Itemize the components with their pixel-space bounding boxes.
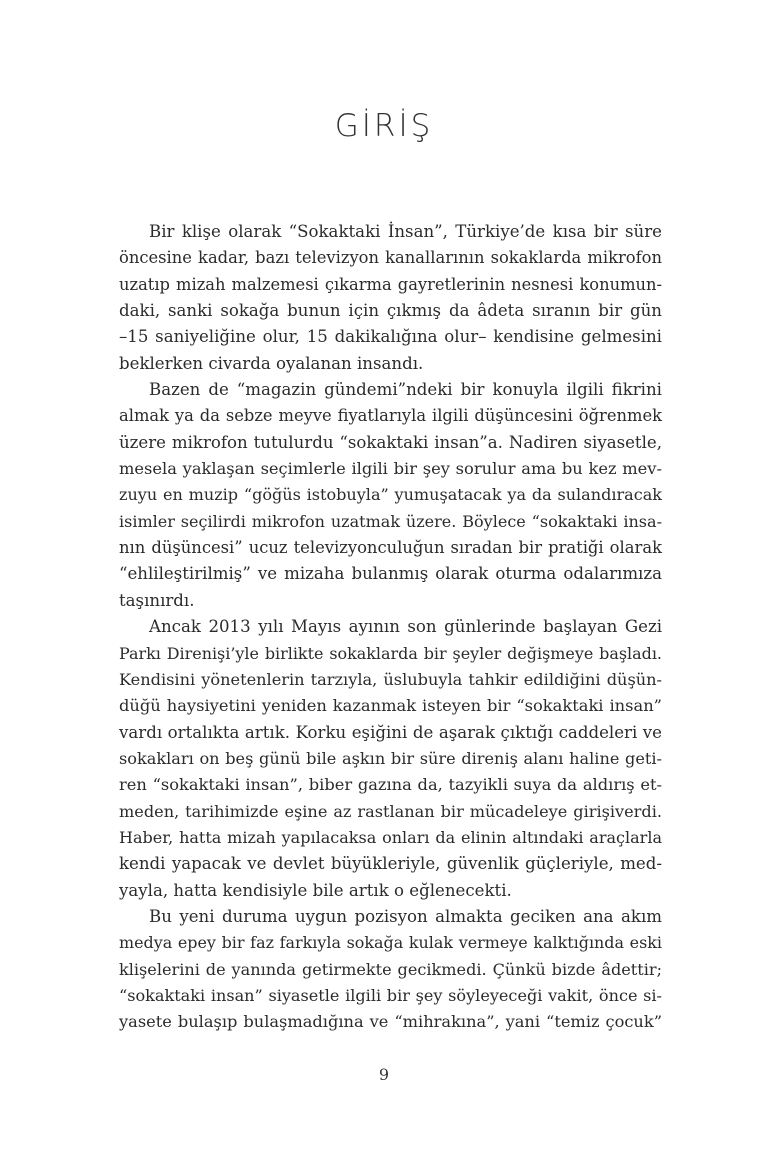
text-line: “ehlileştirilmiş” ve mizaha bulanmış olarak oturma odalarımıza xyxy=(119,564,662,584)
text-line: klişelerini de yanında getirmekte gecikmedi. Çünkü bizde âdettir; xyxy=(119,959,662,979)
text-line: Bir klişe olarak “Sokaktaki İnsan”, Türkiye’de kısa bir süre xyxy=(149,222,662,241)
text-line: almak ya da sebze meyve fiyatlarıyla ilgili düşüncesini öğrenmek xyxy=(119,406,662,426)
text-line: Haber, hatta mizah yapılacaksa onları da elinin altındaki araçlarla xyxy=(119,827,662,847)
text-line: vardı ortalıkta artık. Korku eşiğini de aşarak çıktığı caddeleri ve xyxy=(119,722,662,742)
text-line: Bu yeni duruma uygun pozisyon almakta geciken ana akım xyxy=(149,906,662,926)
text-line: –15 saniyeliğine olur, 15 dakikalığına olur– kendisine gelmesini xyxy=(119,327,662,347)
text-line: daki, sanki sokağa bunun için çıkmış da âdeta sıranın bir gün xyxy=(119,301,662,321)
text-line: beklerken civarda oyalanan insandı. xyxy=(119,353,424,373)
text-line: sokakları on beş günü bile aşkın bir süre direniş alanı haline geti- xyxy=(119,748,662,768)
text-line: uzatıp mizah malzemesi çıkarma gayretlerinin nesnesi konumun- xyxy=(119,274,662,294)
text-line: Parkı Direnişi’yle birlikte sokaklarda bir şeyler değişmeye başladı. xyxy=(119,643,662,663)
text-line: medya epey bir faz farkıyla sokağa kulak vermeye kalktığında eski xyxy=(119,933,662,953)
text-line: yasete bulaşıp bulaşmadığına ve “mihrakına”, yani “temiz çocuk” xyxy=(119,1012,662,1032)
text-line: taşınırdı. xyxy=(119,590,195,610)
text-line: mesela yaklaşan seçimlerle ilgili bir şey sorulur ama bu kez mev- xyxy=(119,459,662,479)
text-line: kendi yapacak ve devlet büyükleriyle, güvenlik güçleriyle, med- xyxy=(119,854,662,874)
text-line: yayla, hatta kendisiyle bile artık o eğlenecekti. xyxy=(119,880,512,900)
text-line: “sokaktaki insan” siyasetle ilgili bir şey söyleyeceği vakit, önce si- xyxy=(119,985,662,1005)
text-line: Ancak 2013 yılı Mayıs ayının son günlerinde başlayan Gezi xyxy=(149,617,662,637)
text-line: öncesine kadar, bazı televizyon kanallarının sokaklarda mikrofon xyxy=(119,248,662,268)
text-line: Bazen de “magazin gündemi”ndeki bir konuyla ilgili fikrini xyxy=(149,380,662,400)
text-line: nın düşüncesi” ucuz televizyonculuğun sıradan bir pratiği olarak xyxy=(119,538,662,558)
text-line: Kendisini yönetenlerin tarzıyla, üslubuyla tahkir edildiğini düşün- xyxy=(119,669,662,689)
text-line: üzere mikrofon tutulurdu “sokaktaki insan”a. Nadiren siyasetle, xyxy=(119,432,662,452)
text-line: isimler seçilirdi mikrofon uzatmak üzere. Böylece “sokaktaki insa- xyxy=(119,511,662,531)
body-text xyxy=(119,219,662,1036)
page-number: 9 xyxy=(378,1065,390,1084)
text-line: zuyu en muzip “göğüs istobuyla” yumuşatacak ya da sulandıracak xyxy=(119,485,662,505)
text-line: ren “sokaktaki insan”, biber gazına da, tazyikli suya da aldırış et- xyxy=(119,775,662,795)
text-line: düğü haysiyetini yeniden kazanmak isteyen bir “sokaktaki insan” xyxy=(119,696,662,716)
chapter-title: GİRİŞ xyxy=(334,108,434,144)
text-line: meden, tarihimizde eşine az rastlanan bir mücadeleye girişiverdi. xyxy=(119,801,662,821)
